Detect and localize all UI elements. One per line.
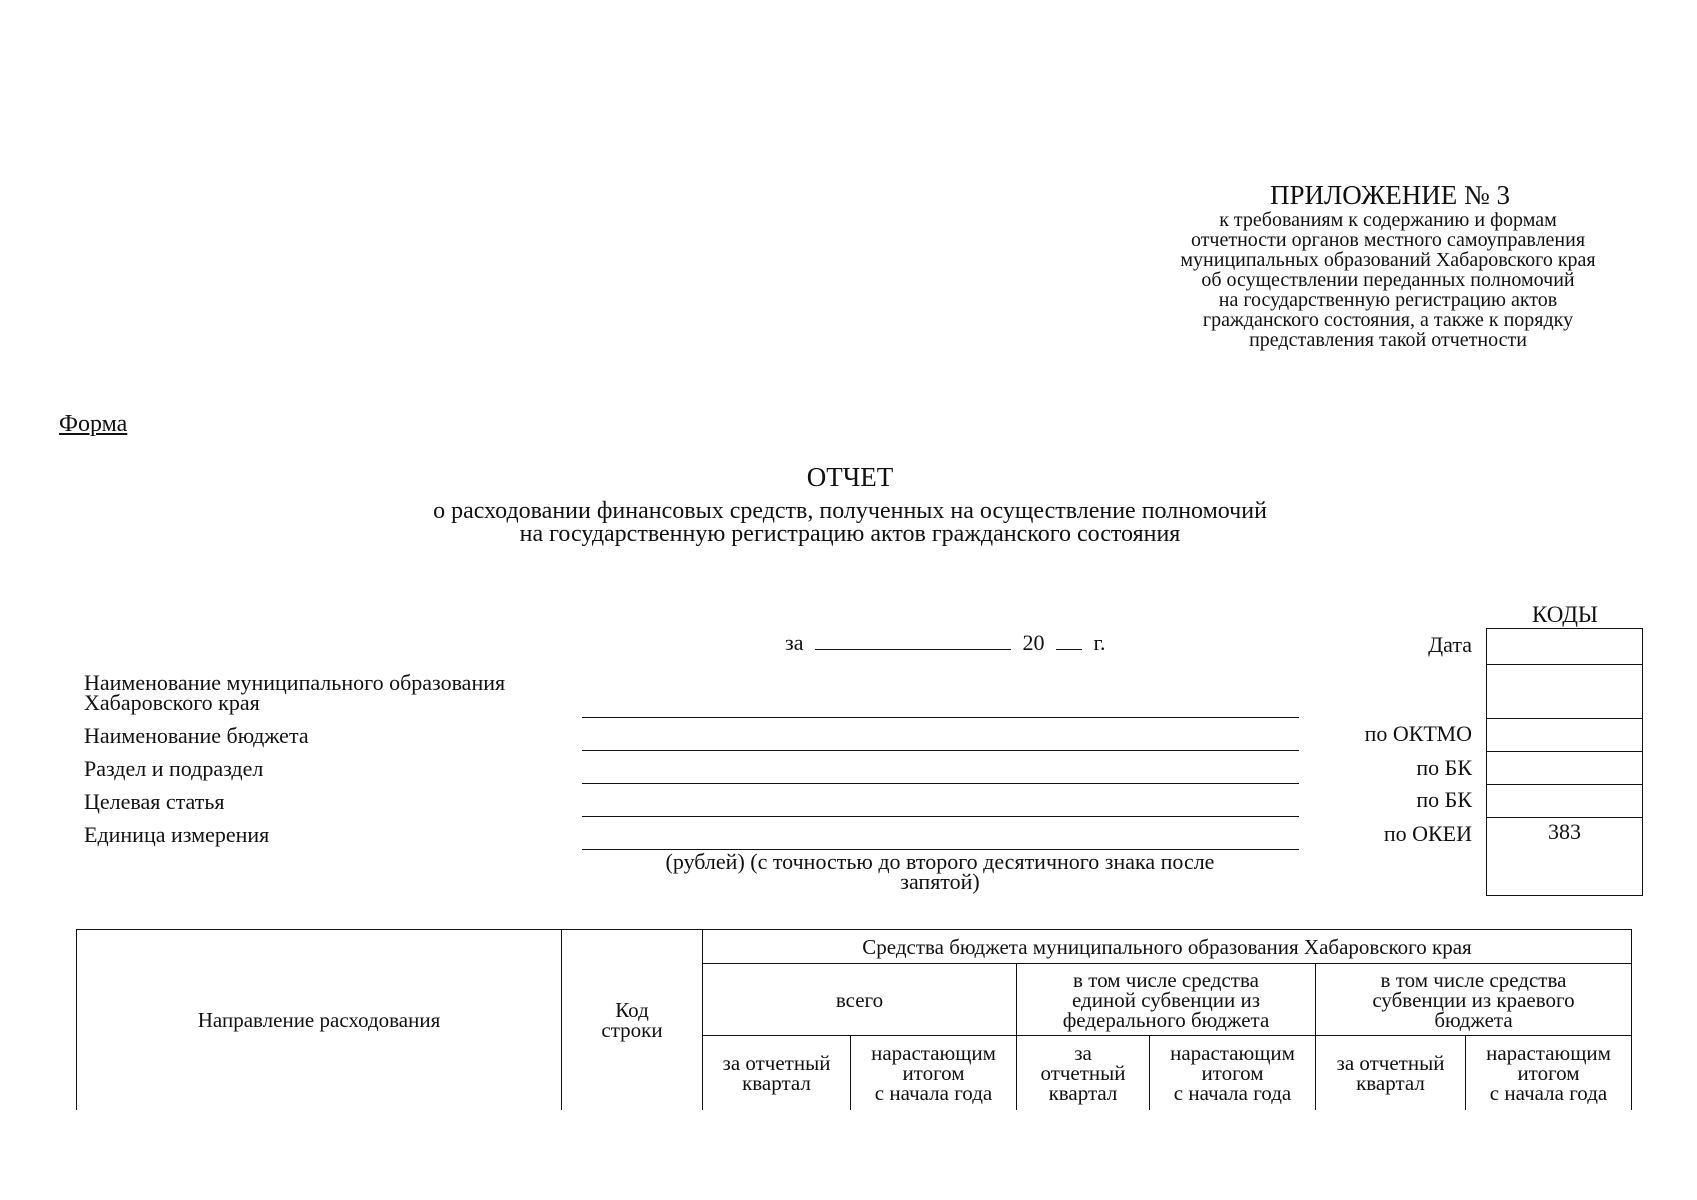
period-year-prefix: 20 — [1022, 630, 1045, 655]
regional-header-line: субвенции из краевого — [1372, 987, 1575, 1012]
period-blank[interactable] — [815, 631, 1011, 650]
report-subtitle-line: на государственную регистрацию актов гражданского состояния — [519, 521, 1181, 547]
header-line: отчетный — [1040, 1060, 1126, 1085]
period-year-suffix: г. — [1093, 630, 1106, 655]
appendix-line: муниципальных образований Хабаровского края — [1180, 249, 1596, 271]
municipality-label-line: Хабаровского края — [84, 690, 260, 715]
oktmo-label: по ОКТМО — [1364, 721, 1472, 746]
total-cumulative-header — [851, 1036, 1017, 1110]
budget-label: Наименование бюджета — [84, 723, 309, 748]
units-note — [600, 849, 1280, 894]
codes-divider — [1487, 664, 1642, 665]
units-note-line: (рублей) (с точностью до второго десятичного знака после — [665, 849, 1215, 874]
header-line: итогом — [1517, 1060, 1580, 1085]
target-field[interactable] — [582, 816, 1299, 817]
regional-cumulative-header — [1466, 1036, 1632, 1110]
section-field[interactable] — [582, 783, 1299, 784]
codes-box — [1486, 628, 1643, 896]
bk-label: по БК — [1416, 755, 1472, 780]
codes-divider — [1487, 784, 1642, 785]
header-line: за — [1074, 1040, 1092, 1065]
form-label: Форма — [59, 411, 128, 437]
appendix-line: к требованиям к содержанию и формам — [1219, 209, 1557, 231]
appendix-line: об осуществлении переданных полномочий — [1201, 269, 1575, 291]
header-line: квартал — [1356, 1070, 1425, 1095]
header-line: за отчетный — [722, 1050, 831, 1075]
appendix-line: представления такой отчетности — [1249, 329, 1527, 351]
funds-header: Средства бюджета муниципального образования Хабаровского края — [703, 930, 1632, 964]
federal-subvention-header — [1017, 964, 1316, 1036]
header-line: итогом — [1201, 1060, 1264, 1085]
federal-cumulative-header — [1150, 1036, 1316, 1110]
appendix-title: ПРИЛОЖЕНИЕ № 3 — [1269, 180, 1511, 210]
codes-header: КОДЫ — [1532, 602, 1598, 627]
codes-divider — [1487, 817, 1642, 818]
okei-label: по ОКЕИ — [1383, 821, 1472, 846]
header-line: нарастающим — [1486, 1040, 1611, 1065]
codes-divider — [1487, 718, 1642, 719]
federal-header-line: единой субвенции из — [1072, 987, 1260, 1012]
federal-quarter-header — [1017, 1036, 1150, 1110]
municipality-label-line: Наименование муниципального образования — [84, 670, 506, 695]
okei-value: 383 — [1548, 819, 1581, 844]
header-line: квартал — [1048, 1080, 1118, 1105]
report-subtitle-line: о расходовании финансовых средств, полученных на осуществление полномочий — [433, 498, 1267, 524]
header-line: итогом — [902, 1060, 965, 1085]
unit-label: Единица измерения — [84, 822, 270, 847]
federal-header-line: федерального бюджета — [1062, 1007, 1270, 1032]
header-line: за отчетный — [1336, 1050, 1445, 1075]
report-period — [785, 630, 1106, 656]
regional-subvention-header — [1316, 964, 1632, 1036]
bk-label: по БК — [1416, 787, 1472, 812]
codes-divider — [1487, 751, 1642, 752]
header-line: с начала года — [1489, 1080, 1608, 1105]
appendix-description — [1118, 210, 1658, 350]
appendix-line: на государственную регистрацию актов — [1218, 289, 1558, 311]
budget-field[interactable] — [582, 750, 1299, 751]
line-code-header-line: Код — [615, 997, 649, 1022]
regional-quarter-header — [1316, 1036, 1466, 1110]
section-label: Раздел и подраздел — [84, 756, 264, 781]
report-subtitle — [300, 500, 1400, 546]
target-label: Целевая статья — [84, 789, 225, 814]
header-line: нарастающим — [871, 1040, 996, 1065]
total-quarter-header — [703, 1036, 851, 1110]
header-line: квартал — [742, 1070, 811, 1095]
appendix-line: гражданского состояния, а также к порядку — [1202, 309, 1574, 331]
municipality-label — [84, 670, 506, 715]
regional-header-line: бюджета — [1434, 1007, 1513, 1032]
total-header: всего — [703, 964, 1017, 1036]
date-label: Дата — [1428, 632, 1472, 657]
units-note-line: запятой) — [900, 869, 980, 894]
header-line: с начала года — [874, 1080, 993, 1105]
header-line: с начала года — [1173, 1080, 1292, 1105]
year-blank[interactable] — [1056, 631, 1082, 650]
period-prefix: за — [785, 630, 804, 655]
header-line: нарастающим — [1170, 1040, 1295, 1065]
line-code-header — [562, 930, 703, 1110]
report-title: ОТЧЕТ — [806, 462, 894, 492]
appendix-line: отчетности органов местного самоуправления — [1190, 229, 1586, 251]
regional-header-line: в том числе средства — [1380, 967, 1567, 992]
direction-header: Направление расходования — [77, 930, 562, 1110]
expenditure-table — [76, 929, 1632, 1110]
line-code-header-line: строки — [601, 1017, 663, 1042]
federal-header-line: в том числе средства — [1073, 967, 1259, 992]
municipality-field[interactable] — [582, 717, 1299, 718]
